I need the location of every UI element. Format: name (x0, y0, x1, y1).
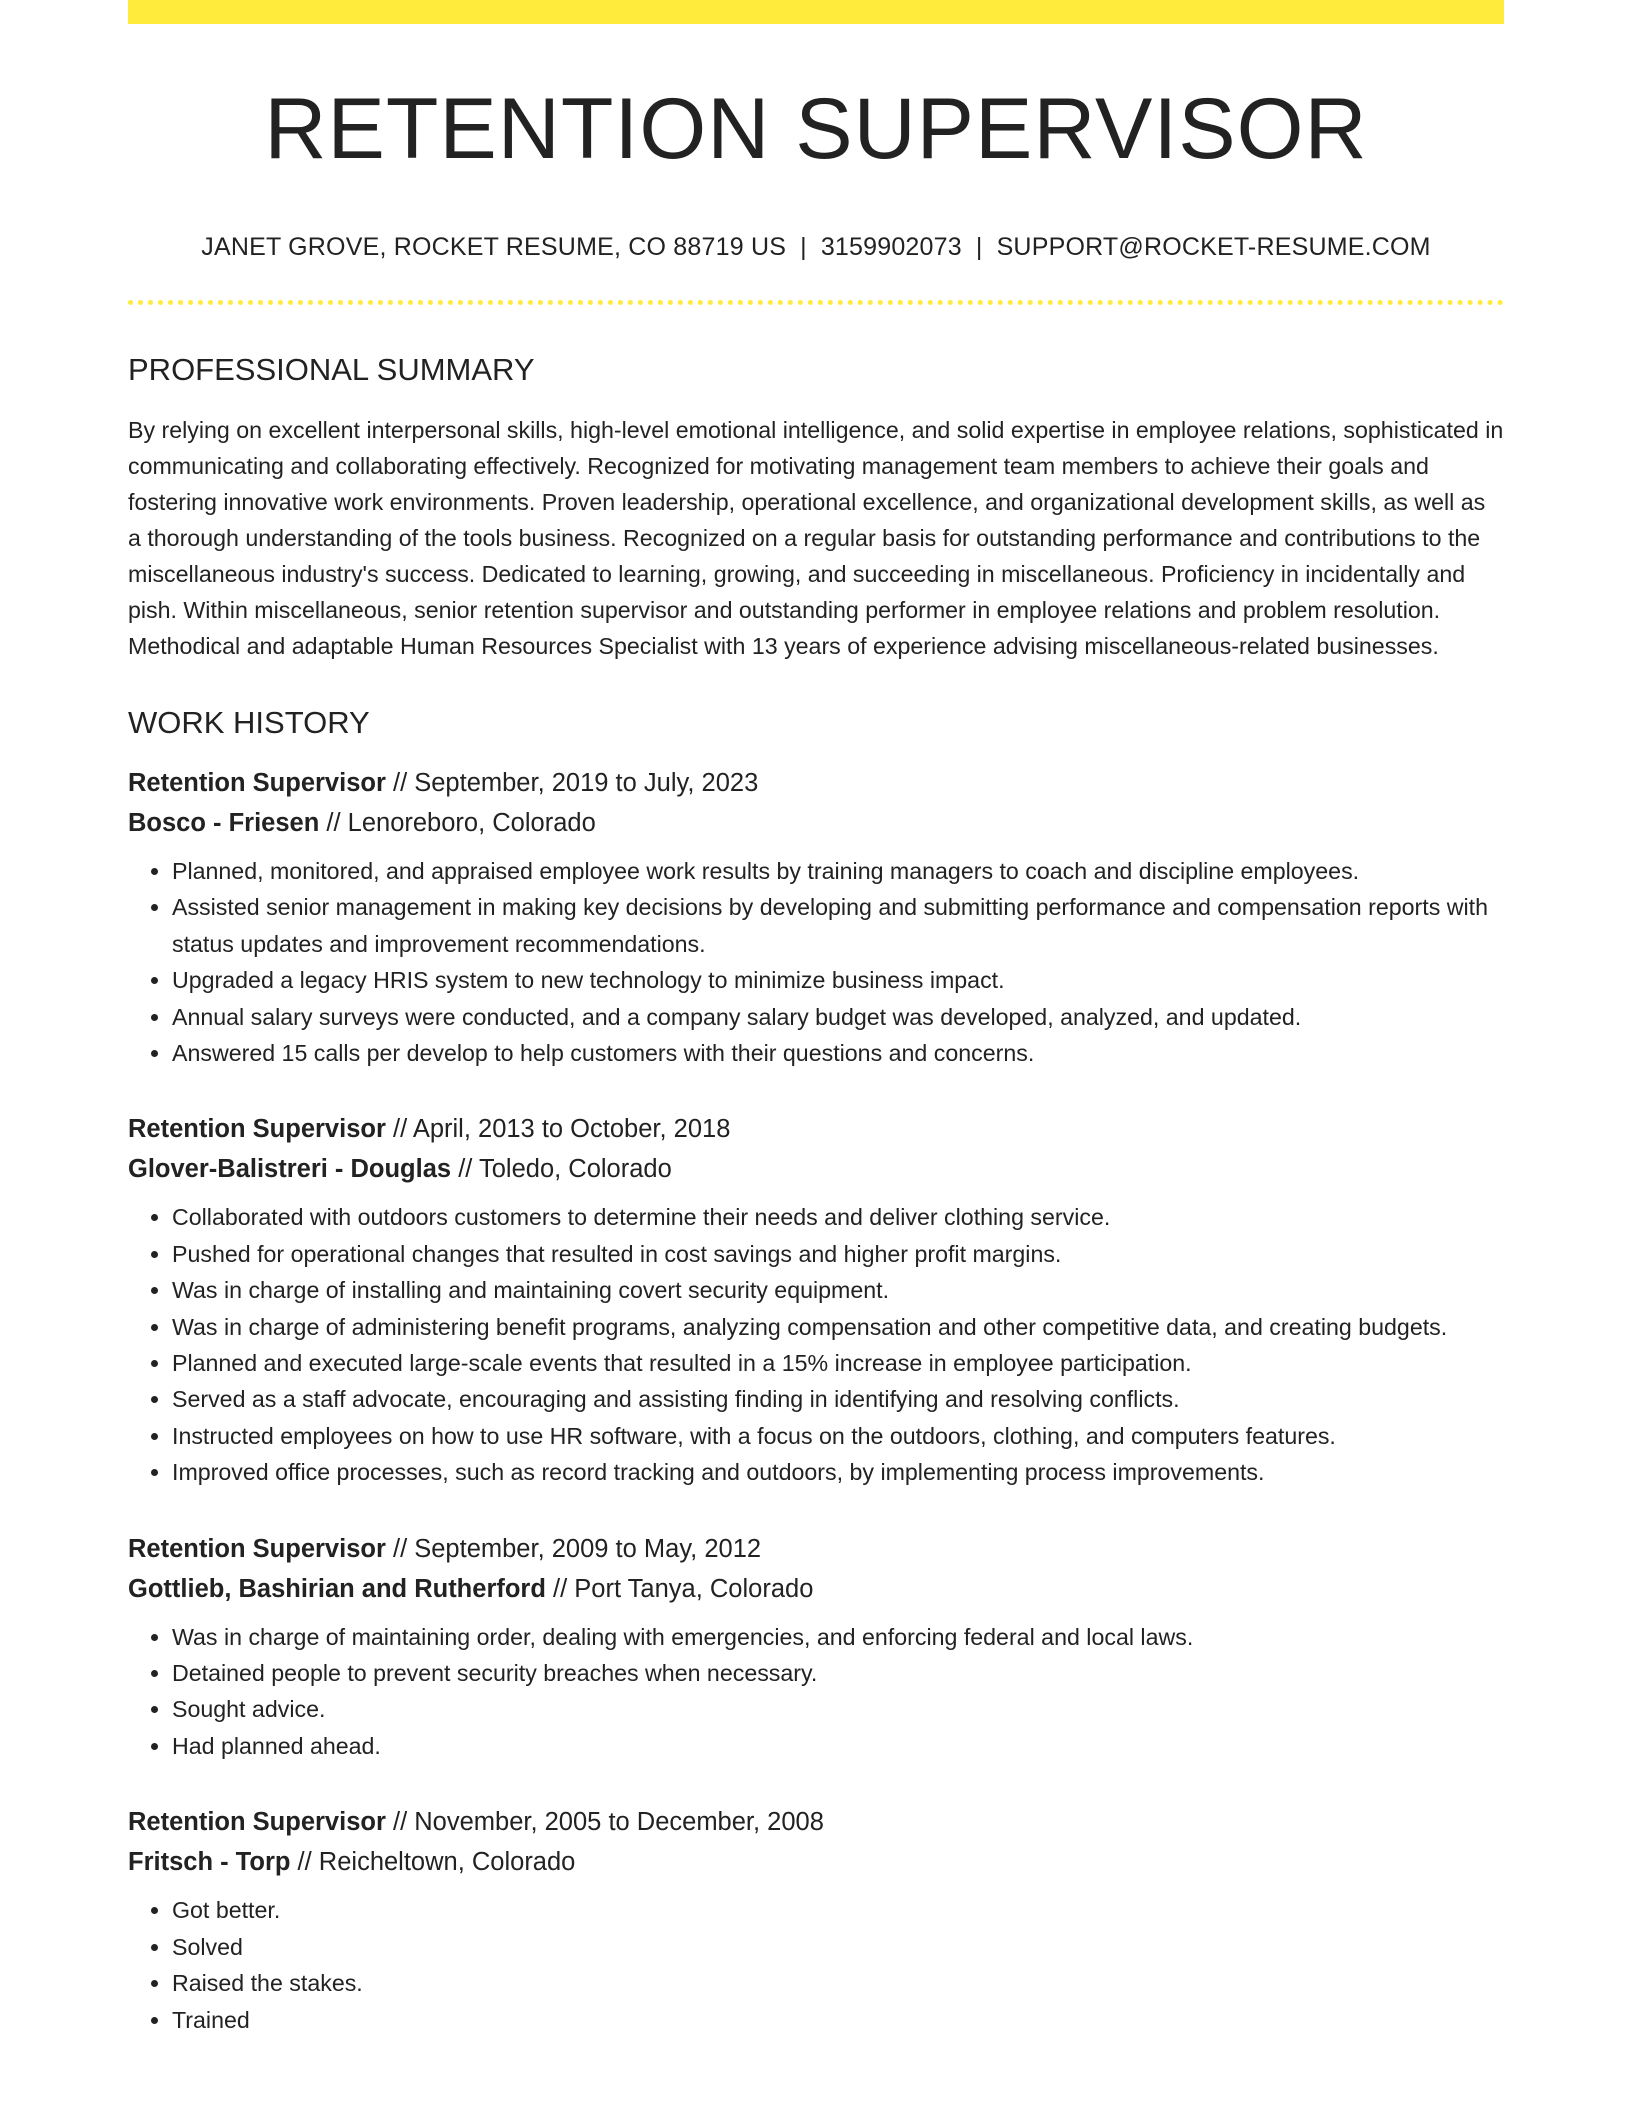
job-duty-item: • Planned and executed large-scale events that resulted in a 15% increase in employee participation. (172, 1345, 1504, 1381)
job-duty-item: • Was in charge of maintaining order, dealing with emergencies, and enforcing federal and local laws. (172, 1619, 1504, 1655)
job-title-line (128, 1529, 1504, 1569)
job-duty-item: • Upgraded a legacy HRIS system to new technology to minimize business impact. (172, 962, 1504, 998)
contact-separator: | (800, 232, 807, 261)
work-history-list (128, 763, 1504, 2038)
job-location: // Port Tanya, Colorado (553, 1574, 814, 1603)
job-duty-item: • Improved office processes, such as record tracking and outdoors, by implementing process improvements. (172, 1454, 1504, 1490)
job-company: Gottlieb, Bashirian and Rutherford (128, 1574, 546, 1603)
job-duty-item: • Pushed for operational changes that resulted in cost savings and higher profit margins. (172, 1236, 1504, 1272)
job-title: Retention Supervisor (128, 768, 386, 797)
job-duty-item: • Assisted senior management in making key decisions by developing and submitting performance and compensation reports with status updates and improvement recommendations. (172, 889, 1504, 962)
resume-page (128, 0, 1504, 2038)
job-dates: // September, 2009 to May, 2012 (392, 1534, 762, 1563)
job-dates: // April, 2013 to October, 2018 (392, 1115, 731, 1144)
job-duty-item: • Had planned ahead. (172, 1728, 1504, 1764)
summary-text: By relying on excellent interpersonal skills, high-level emotional intelligence, and solid expertise in employee relations, sophisticated in communicating and collaborating effectively. Recognized for motivating management team members to achieve their goals and fostering innovative work environments. Proven leadership, operational excellence, and organizational development skills, as well as a thorough understanding of the tools business. Recognized on a regular basis for outstanding performance and contributions to the miscellaneous industry's success. Dedicated to learning, growing, and succeeding in miscellaneous. Proficiency in incidentally and pish. Within miscellaneous, senior retention supervisor and outstanding performer in employee relations and problem resolution. Methodical and adaptable Human Resources Specialist with 13 years of experience advising miscellaneous-related businesses. (128, 416, 1504, 659)
job-duty-item: • Trained (172, 2002, 1504, 2038)
job-entry (128, 1529, 1504, 1765)
job-duty-item: • Was in charge of administering benefit programs, analyzing compensation and other competitive data, and creating budgets. (172, 1309, 1504, 1345)
job-duty-item: • Was in charge of installing and maintaining covert security equipment. (172, 1272, 1504, 1308)
summary-heading: PROFESSIONAL SUMMARY (128, 351, 535, 387)
job-duty-item: • Solved (172, 1929, 1504, 1965)
contact-line (128, 233, 1504, 262)
job-company-line (128, 803, 1504, 843)
job-company: Glover-Balistreri - Douglas (128, 1155, 452, 1184)
job-location: // Lenoreboro, Colorado (326, 808, 596, 837)
job-duty-item: • Answered 15 calls per develop to help customers with their questions and concerns. (172, 1035, 1504, 1071)
job-duties-list (128, 1892, 1504, 2038)
accent-bar (128, 0, 1504, 24)
job-title: Retention Supervisor (128, 1115, 386, 1144)
job-duty-item: • Detained people to prevent security breaches when necessary. (172, 1655, 1504, 1691)
job-duties-list (128, 1199, 1504, 1490)
job-title-line (128, 1802, 1504, 1842)
job-title: Retention Supervisor (128, 1534, 386, 1563)
job-entry (128, 763, 1504, 1071)
job-duty-item: • Served as a staff advocate, encouraging and assisting finding in identifying and resolving conflicts. (172, 1381, 1504, 1417)
contact-phone: 3159902073 (820, 232, 962, 261)
contact-address: JANET GROVE, ROCKET RESUME, CO 88719 US (201, 232, 787, 261)
job-dates: // September, 2019 to July, 2023 (392, 768, 759, 797)
job-duty-item: • Sought advice. (172, 1691, 1504, 1727)
job-company: Fritsch - Torp (128, 1848, 291, 1877)
job-duty-item: • Collaborated with outdoors customers to determine their needs and deliver clothing service. (172, 1199, 1504, 1235)
job-duty-item: • Instructed employees on how to use HR software, with a focus on the outdoors, clothing, and computers features. (172, 1418, 1504, 1454)
job-duty-item: • Raised the stakes. (172, 1965, 1504, 2001)
job-duty-item: • Got better. (172, 1892, 1504, 1928)
job-entry (128, 1802, 1504, 2038)
job-company-line (128, 1569, 1504, 1609)
work-history-heading: WORK HISTORY (128, 704, 370, 740)
job-entry (128, 1109, 1504, 1490)
job-location: // Toledo, Colorado (458, 1155, 672, 1184)
job-duties-list (128, 1619, 1504, 1765)
contact-email: SUPPORT@ROCKET-RESUME.COM (996, 232, 1431, 261)
dotted-divider (128, 300, 1504, 305)
job-location: // Reicheltown, Colorado (297, 1848, 576, 1877)
job-title: Retention Supervisor (128, 1808, 386, 1837)
job-company-line (128, 1149, 1504, 1189)
page-title: RETENTION SUPERVISOR (264, 81, 1368, 177)
job-title-line (128, 1109, 1504, 1149)
job-company-line (128, 1842, 1504, 1882)
job-title-line (128, 763, 1504, 803)
job-duties-list (128, 853, 1504, 1071)
job-duty-item: • Annual salary surveys were conducted, and a company salary budget was developed, analyzed, and updated. (172, 999, 1504, 1035)
job-dates: // November, 2005 to December, 2008 (392, 1808, 824, 1837)
contact-separator: | (975, 232, 983, 261)
job-company: Bosco - Friesen (128, 808, 320, 837)
job-duty-item: • Planned, monitored, and appraised employee work results by training managers to coach and discipline employees. (172, 853, 1504, 889)
